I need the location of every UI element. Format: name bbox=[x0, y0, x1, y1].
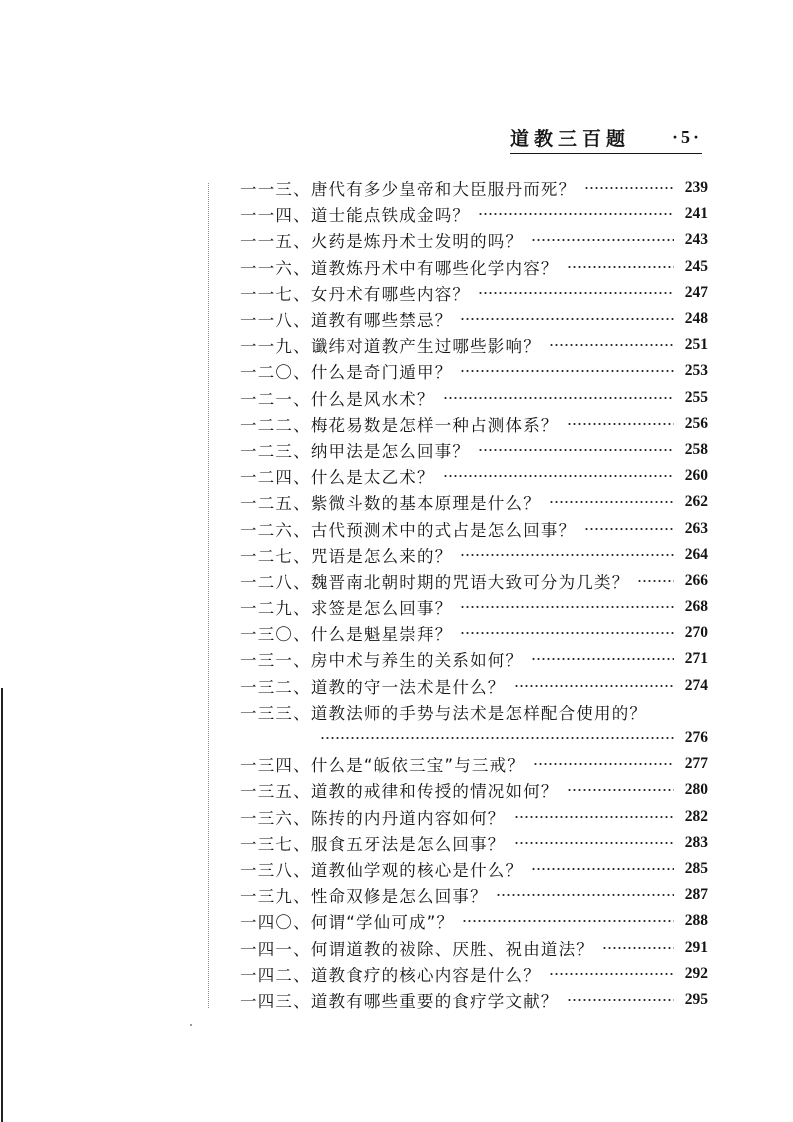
entry-line bbox=[240, 594, 708, 620]
dot-leader bbox=[496, 890, 674, 900]
entry-number: 一三三、 bbox=[240, 703, 311, 723]
entry-title: 什么是太乙术？ bbox=[310, 468, 435, 488]
dot-leader bbox=[514, 681, 674, 691]
dot-leader bbox=[567, 995, 674, 1005]
entry-number: 一三六、 bbox=[240, 808, 311, 828]
toc-entry bbox=[240, 280, 708, 306]
dot-leader bbox=[460, 550, 674, 560]
entry-title: 紫微斗数的基本原理是什么？ bbox=[310, 494, 541, 514]
entry-title: 什么是奇门遁甲？ bbox=[310, 363, 453, 383]
entry-page-number: 292 bbox=[684, 964, 708, 982]
entry-number: 一二五、 bbox=[240, 494, 311, 514]
entry-title: 道教有哪些禁忌？ bbox=[310, 311, 453, 331]
entry-line bbox=[240, 804, 708, 830]
dot-leader bbox=[478, 288, 674, 298]
entry-page-number: 277 bbox=[684, 755, 708, 773]
entry-page-number: 247 bbox=[684, 283, 708, 301]
entry-title: 什么是“皈依三宝”与三戒？ bbox=[310, 756, 526, 776]
entry-line bbox=[240, 227, 708, 253]
entry-number: 一四〇、 bbox=[240, 913, 311, 933]
entry-page-number: 260 bbox=[684, 467, 708, 485]
entry-line bbox=[240, 463, 708, 489]
entry-line bbox=[240, 882, 708, 908]
dot-leader bbox=[549, 969, 674, 979]
entry-line bbox=[240, 489, 708, 515]
dot-leader bbox=[478, 445, 674, 455]
entry-page-number: 283 bbox=[684, 833, 708, 851]
entry-line bbox=[240, 830, 708, 856]
toc-entry bbox=[240, 515, 708, 541]
entry-page-number: 285 bbox=[684, 859, 708, 877]
entry-line bbox=[240, 515, 708, 541]
entry-line bbox=[240, 201, 708, 227]
toc-entry bbox=[240, 673, 708, 699]
entry-page-number: 258 bbox=[684, 440, 708, 458]
book-title: 道教三百题 bbox=[510, 128, 631, 150]
toc-entry bbox=[240, 594, 708, 620]
entry-number: 一一三、 bbox=[240, 180, 311, 200]
toc-entry bbox=[240, 961, 708, 987]
toc-entry bbox=[240, 411, 708, 437]
entry-number: 一三四、 bbox=[240, 756, 311, 776]
dot-leader bbox=[320, 733, 674, 743]
dot-leader bbox=[514, 812, 674, 822]
entry-page-number: 280 bbox=[684, 781, 708, 799]
entry-page-number: 251 bbox=[684, 336, 708, 354]
entry-line bbox=[240, 908, 708, 934]
entry-title: 求签是怎么回事？ bbox=[310, 599, 453, 619]
entry-line bbox=[240, 254, 708, 280]
entry-page-number: 245 bbox=[684, 257, 708, 275]
entry-line bbox=[240, 332, 708, 358]
dot-leader bbox=[443, 393, 674, 403]
dot-leader bbox=[602, 943, 674, 953]
entry-number: 一二八、 bbox=[240, 572, 311, 592]
toc-entry bbox=[240, 463, 708, 489]
entry-title: 性命双修是怎么回事？ bbox=[310, 887, 488, 907]
entry-page-number: 262 bbox=[684, 493, 708, 511]
entry-line bbox=[240, 987, 708, 1013]
entry-number: 一三〇、 bbox=[240, 625, 311, 645]
toc-entry bbox=[240, 908, 708, 934]
entry-number: 一三一、 bbox=[240, 651, 311, 671]
entry-page-number: 248 bbox=[684, 310, 708, 328]
dot-leader bbox=[462, 916, 674, 926]
entry-page-number: 255 bbox=[684, 388, 708, 406]
entry-title: 房中术与养生的关系如何？ bbox=[310, 651, 524, 671]
entry-page-number: 274 bbox=[684, 676, 708, 694]
entry-page-number: 295 bbox=[684, 990, 708, 1008]
entry-line bbox=[240, 646, 708, 672]
entry-number: 一二九、 bbox=[240, 599, 311, 619]
entry-number: 一一五、 bbox=[240, 232, 311, 252]
entry-title: 道教炼丹术中有哪些化学内容？ bbox=[310, 258, 559, 278]
entry-title: 道教有哪些重要的食疗学文献？ bbox=[310, 991, 559, 1011]
toc-entry bbox=[240, 777, 708, 803]
dot-leader bbox=[460, 628, 674, 638]
entry-title: 服食五牙法是怎么回事？ bbox=[310, 834, 506, 854]
entry-title: 道士能点铁成金吗？ bbox=[310, 206, 471, 226]
toc-entry bbox=[240, 646, 708, 672]
entry-page-number: 282 bbox=[684, 807, 708, 825]
toc-entry bbox=[240, 437, 708, 463]
entry-number: 一三九、 bbox=[240, 887, 311, 907]
dot-leader bbox=[443, 471, 674, 481]
dot-leader bbox=[460, 366, 674, 376]
entry-page-number: 271 bbox=[684, 650, 708, 668]
toc-entry bbox=[240, 227, 708, 253]
entry-title: 梅花易数是怎样一种占测体系？ bbox=[310, 415, 559, 435]
entry-title: 唐代有多少皇帝和大臣服丹而死？ bbox=[310, 180, 577, 200]
entry-title: 古代预测术中的式占是怎么回事？ bbox=[310, 520, 577, 540]
page-marker: ·5· bbox=[671, 127, 702, 147]
dot-leader bbox=[531, 864, 674, 874]
dot-leader bbox=[567, 785, 674, 795]
dot-leader bbox=[584, 524, 674, 534]
entry-line bbox=[240, 751, 708, 777]
entry-line bbox=[240, 358, 708, 384]
entry-line bbox=[240, 385, 708, 411]
entry-line bbox=[240, 673, 708, 699]
entry-number: 一三七、 bbox=[240, 834, 311, 854]
entry-number: 一三二、 bbox=[240, 677, 311, 697]
toc-entry bbox=[240, 358, 708, 384]
entry-page-number: 270 bbox=[684, 624, 708, 642]
dot-leader bbox=[460, 602, 674, 612]
entry-line-continuation bbox=[240, 725, 708, 751]
entry-number: 一三五、 bbox=[240, 782, 311, 802]
toc-entry bbox=[240, 201, 708, 227]
entry-number: 一一四、 bbox=[240, 206, 311, 226]
toc-entry bbox=[240, 987, 708, 1013]
entry-page-number: 253 bbox=[684, 362, 708, 380]
entry-title: 道教的戒律和传授的情况如何？ bbox=[310, 782, 559, 802]
entry-title: 咒语是怎么来的？ bbox=[310, 546, 453, 566]
entry-number: 一二一、 bbox=[240, 389, 311, 409]
table-of-contents bbox=[240, 175, 708, 1013]
entry-line bbox=[240, 542, 708, 568]
entry-title: 什么是魁星崇拜？ bbox=[310, 625, 453, 645]
entry-page-number: 291 bbox=[684, 938, 708, 956]
entry-line bbox=[240, 961, 708, 987]
toc-entry bbox=[240, 175, 708, 201]
entry-line bbox=[240, 411, 708, 437]
toc-entry bbox=[240, 568, 708, 594]
running-header bbox=[510, 122, 702, 154]
dot-leader bbox=[637, 576, 674, 586]
toc-entry bbox=[240, 385, 708, 411]
entry-line bbox=[240, 934, 708, 960]
entry-page-number: 264 bbox=[684, 545, 708, 563]
entry-page-number: 268 bbox=[684, 598, 708, 616]
entry-number: 一二七、 bbox=[240, 546, 311, 566]
entry-page-number: 239 bbox=[684, 179, 708, 197]
entry-number: 一二六、 bbox=[240, 520, 311, 540]
dot-leader bbox=[460, 314, 674, 324]
dot-leader bbox=[584, 183, 674, 193]
entry-number: 一一七、 bbox=[240, 284, 311, 304]
entry-line bbox=[240, 777, 708, 803]
dot-leader bbox=[549, 497, 674, 507]
entry-title: 道教仙学观的核心是什么？ bbox=[310, 860, 524, 880]
entry-title: 什么是风水术？ bbox=[310, 389, 435, 409]
entry-page-number: 288 bbox=[684, 912, 708, 930]
entry-title: 何谓道教的祓除、厌胜、祝由道法？ bbox=[310, 939, 595, 959]
entry-page-number: 256 bbox=[684, 414, 708, 432]
dot-leader bbox=[531, 654, 674, 664]
dot-leader bbox=[533, 759, 674, 769]
entry-title: 何谓“学仙可成”？ bbox=[310, 913, 455, 933]
entry-number: 一三八、 bbox=[240, 860, 311, 880]
entry-number: 一一九、 bbox=[240, 337, 311, 357]
toc-entry bbox=[240, 489, 708, 515]
entry-number: 一一八、 bbox=[240, 311, 311, 331]
toc-entry bbox=[240, 306, 708, 332]
entry-title: 魏晋南北朝时期的咒语大致可分为几类？ bbox=[310, 572, 630, 592]
toc-entry bbox=[240, 254, 708, 280]
entry-line bbox=[240, 699, 708, 725]
entry-number: 一二三、 bbox=[240, 441, 311, 461]
toc-entry bbox=[240, 934, 708, 960]
entry-line bbox=[240, 306, 708, 332]
toc-entry bbox=[240, 882, 708, 908]
entry-page-number: 243 bbox=[684, 231, 708, 249]
entry-number: 一二四、 bbox=[240, 468, 311, 488]
entry-title: 道教食疗的核心内容是什么？ bbox=[310, 965, 541, 985]
entry-page-number: 241 bbox=[684, 205, 708, 223]
entry-line bbox=[240, 437, 708, 463]
entry-line bbox=[240, 568, 708, 594]
entry-number: 一四一、 bbox=[240, 939, 311, 959]
dot-leader bbox=[531, 235, 674, 245]
toc-entry bbox=[240, 542, 708, 568]
entry-page-number: 287 bbox=[684, 886, 708, 904]
entry-line bbox=[240, 856, 708, 882]
entry-line bbox=[240, 620, 708, 646]
dot-leader bbox=[514, 838, 674, 848]
entry-number: 一四二、 bbox=[240, 965, 311, 985]
entry-number: 一二〇、 bbox=[240, 363, 311, 383]
toc-entry bbox=[240, 699, 708, 751]
entry-title: 纳甲法是怎么回事？ bbox=[310, 441, 471, 461]
entry-title: 陈抟的内丹道内容如何？ bbox=[310, 808, 506, 828]
entry-page-number: 263 bbox=[684, 519, 708, 537]
entry-title: 道教法师的手势与法术是怎样配合使用的？ bbox=[310, 703, 648, 723]
entry-page-number: 266 bbox=[684, 571, 708, 589]
toc-entry bbox=[240, 620, 708, 646]
toc-entry bbox=[240, 751, 708, 777]
entry-number: 一一六、 bbox=[240, 258, 311, 278]
dot-leader bbox=[567, 419, 674, 429]
toc-entry bbox=[240, 804, 708, 830]
entry-number: 一四三、 bbox=[240, 991, 311, 1011]
entry-title: 谶纬对道教产生过哪些影响？ bbox=[310, 337, 541, 357]
entry-title: 火药是炼丹术士发明的吗？ bbox=[310, 232, 524, 252]
toc-entry bbox=[240, 332, 708, 358]
toc-entry bbox=[240, 830, 708, 856]
entry-line bbox=[240, 175, 708, 201]
gutter-dotted-rule bbox=[208, 183, 209, 1008]
entry-page-number: 276 bbox=[684, 729, 708, 747]
dot-leader bbox=[567, 262, 674, 272]
entry-number: 一二二、 bbox=[240, 415, 311, 435]
entry-title: 女丹术有哪些内容？ bbox=[310, 284, 471, 304]
entry-title: 道教的守一法术是什么？ bbox=[310, 677, 506, 697]
scan-speck bbox=[190, 1024, 192, 1026]
dot-leader bbox=[478, 209, 674, 219]
entry-line bbox=[240, 280, 708, 306]
toc-entry bbox=[240, 856, 708, 882]
scan-edge-line bbox=[1, 688, 3, 1122]
dot-leader bbox=[549, 340, 674, 350]
